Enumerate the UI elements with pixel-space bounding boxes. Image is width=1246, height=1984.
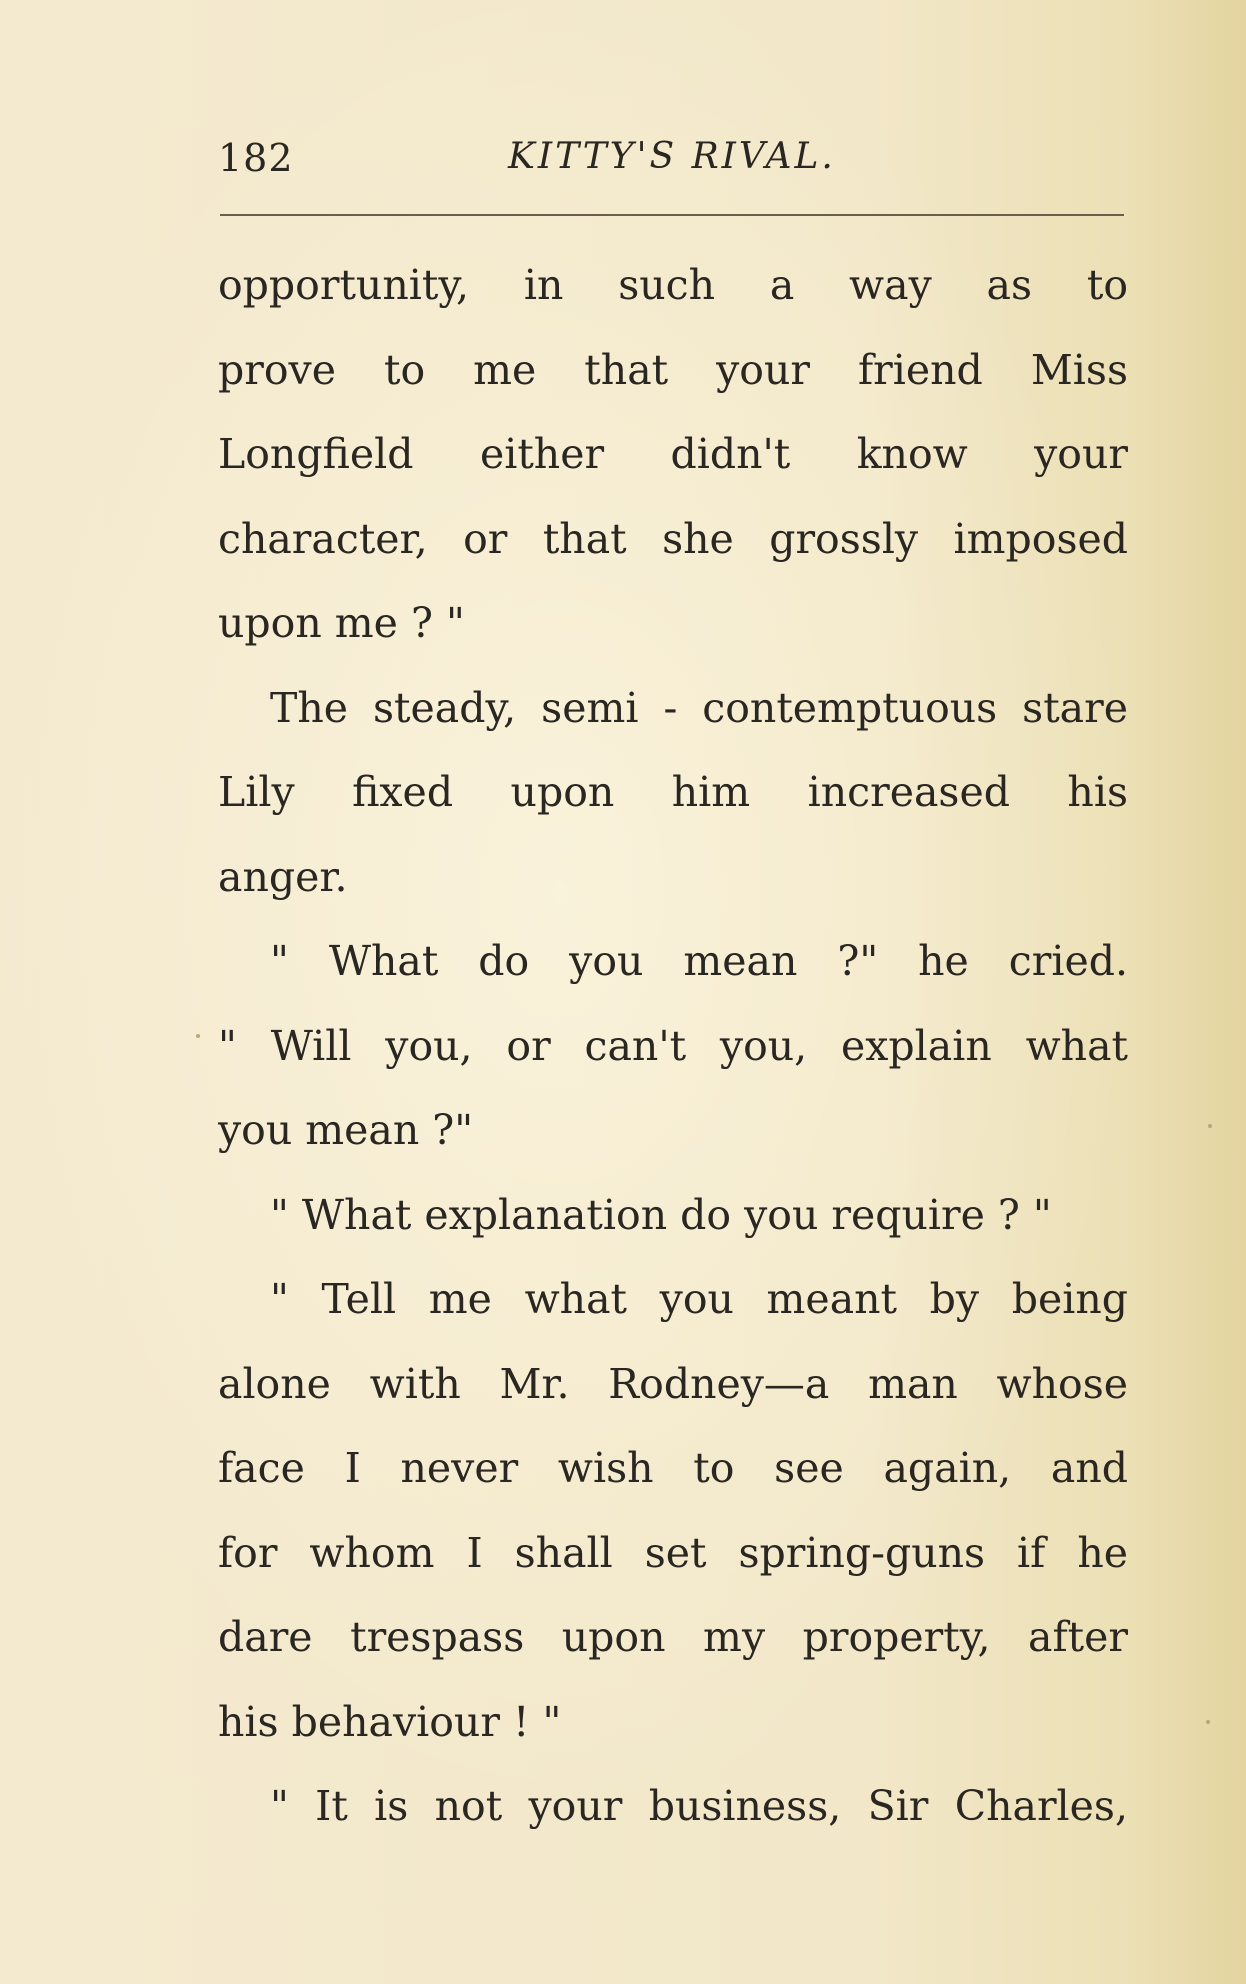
paper-speck xyxy=(196,1034,200,1038)
header-rule xyxy=(220,214,1124,216)
paper-speck xyxy=(1206,1720,1210,1724)
text-line: you mean ?" xyxy=(218,1106,474,1154)
text-line: anger. xyxy=(218,852,348,901)
text-line: The steady, semi - contemptuous stare xyxy=(270,683,1128,732)
text-line: character, or that she grossly imposed xyxy=(218,514,1128,563)
running-title: KITTY'S RIVAL. xyxy=(508,136,836,177)
text-line: " Will you, or can't you, explain what xyxy=(218,1021,1128,1070)
running-header xyxy=(218,136,1124,188)
text-line: " What explanation do you require ? " xyxy=(270,1190,1052,1239)
text-line: " What do you mean ?" he cried. xyxy=(270,937,1128,985)
text-line: prove to me that your friend Miss xyxy=(218,345,1128,394)
text-line: upon me ? " xyxy=(218,599,465,647)
page-number: 182 xyxy=(218,136,294,180)
text-line: dare trespass upon my property, after xyxy=(218,1613,1128,1661)
text-line: face I never wish to see again, and xyxy=(218,1444,1128,1492)
text-line: his behaviour ! " xyxy=(218,1697,562,1746)
paper-speck xyxy=(1208,1124,1212,1128)
text-line: Lily fixed upon him increased his xyxy=(218,768,1128,816)
text-line: Longfield either didn't know your xyxy=(218,430,1128,478)
text-line: " Tell me what you meant by being xyxy=(270,1275,1128,1323)
text-line: alone with Mr. Rodney—a man whose xyxy=(218,1359,1128,1408)
text-line: opportunity, in such a way as to xyxy=(218,261,1128,309)
text-line: " It is not your business, Sir Charles, xyxy=(270,1782,1128,1830)
text-line: for whom I shall set spring-guns if he xyxy=(218,1528,1128,1577)
body-text xyxy=(218,243,1128,1849)
